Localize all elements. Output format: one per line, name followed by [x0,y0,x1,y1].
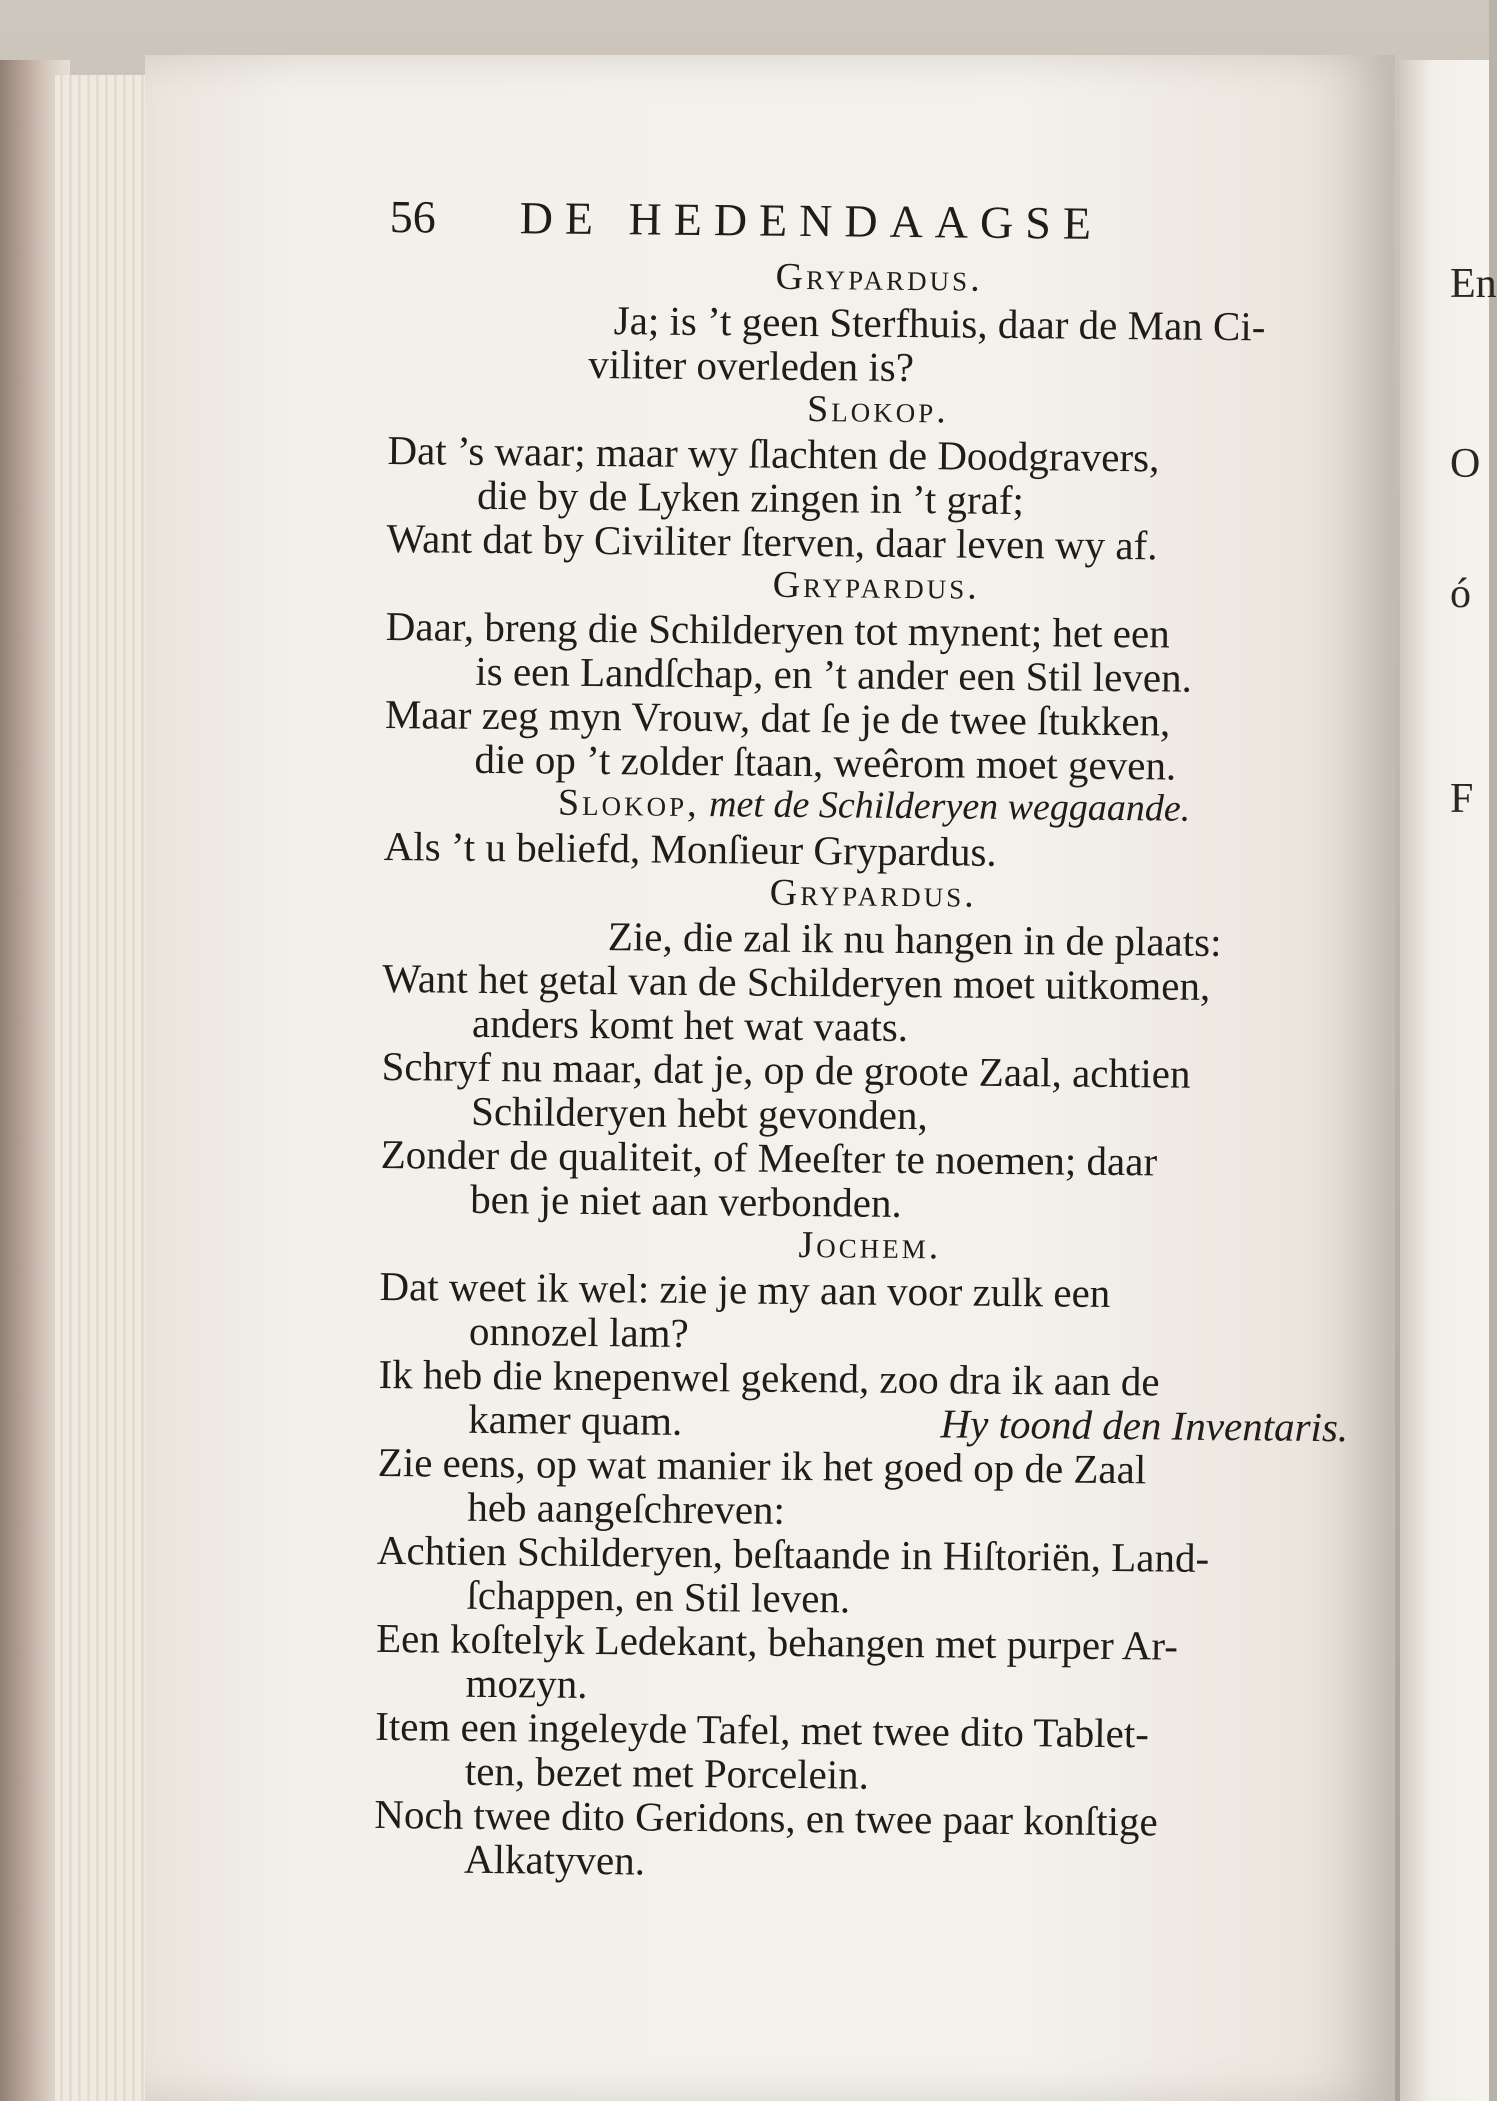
text-line: Een koſtelyk Ledekant, behangen met purper Ar- [375,1614,1179,1669]
text-line: Alkatyven. [463,1835,646,1884]
page-number: 56 [389,190,436,243]
text-line: anders komt het wat vaats. [471,999,909,1051]
text-line: Dat ’s waar; maar wy ſlachten de Doodgravers, [387,426,1160,481]
right-page-fragment: F [1450,776,1474,822]
speaker-name: Jochem. [798,1223,942,1268]
right-page-fragment: ó [1450,571,1471,617]
running-head-title: DE HEDENDAAGSE [519,192,1104,249]
stage-direction: Hy toond den Inventaris. [940,1400,1349,1451]
text-line: is een Landſchap, en ’t ander een Stil leven. [475,647,1193,701]
right-page-fragment: En [1450,261,1497,307]
text-line: Noch twee dito Geridons, en twee paar konſtige [374,1790,1158,1845]
text-line: onnozel lam? [468,1307,689,1356]
text-line: Als ’t u beliefd, Monſieur Grypardus. [383,822,997,875]
right-page-fragment: O [1450,441,1481,487]
text-line: Schryf nu maar, dat je, op de groote Zaal, achtien [381,1042,1191,1097]
text-line: ſchappen, en Stil leven. [466,1571,851,1622]
text-line: kamer quam. [467,1395,683,1444]
speaker-name: Slokop. [806,388,949,432]
text-line: Zie eens, op wat manier ik het goed op de Zaal [377,1438,1147,1493]
text-line: Zonder de qualiteit, of Meeſter te noemen; daar [380,1130,1158,1185]
text-line: Schilderyen hebt gevonden, [470,1087,928,1139]
text-line: Item een ingeleyde Tafel, met twee dito Tablet- [375,1702,1150,1757]
text-line: Daar, breng die Schilderyen tot mynent; het een [385,602,1170,657]
speaker-name: Grypardus. [775,255,983,300]
text-line: ben je niet aan verbonden. [470,1175,902,1226]
text-line: ten, bezet met Porcelein. [464,1747,870,1798]
running-head [389,190,1370,261]
speaker-name: Slokop, [557,781,700,825]
text-line: Achtien Schilderyen, beſtaande in Hiſtoriën, Land- [376,1526,1210,1581]
text-line: Ik heb die knepenwel gekend, zoo dra ik aan de [378,1350,1160,1405]
text-line: Ja; is ’t geen Sterfhuis, daar de Man Ci- [613,297,1266,350]
speaker-name: Grypardus. [769,871,977,916]
text-line: heb aangeſchreven: [467,1483,786,1533]
speaker-name: Grypardus. [772,563,980,608]
text-line: Zie, die zal ik nu hangen in de plaats: [607,913,1222,966]
text-line: Dat weet ik wel: zie je my aan voor zulk een [379,1262,1111,1316]
text-line: die by de Lyken zingen in ’t graf; [476,471,1025,524]
page-text [374,190,1370,1889]
text-line: Maar zeg myn Vrouw, dat ſe je de twee ſtukken, [384,690,1171,745]
right-page-edge [1400,60,1489,2101]
text-line: Want dat by Civiliter ſterven, daar leven wy af. [386,514,1158,569]
stage-direction: met de Schilderyen weggaande. [708,783,1191,830]
text-line: Want het getal van de Schilderyen moet uitkomen, [382,954,1211,1009]
text-line: die op ’t zolder ſtaan, weêrom moet geven. [474,735,1177,789]
text-line: mozyn. [465,1659,588,1707]
text-line: viliter overleden is? [588,340,915,391]
